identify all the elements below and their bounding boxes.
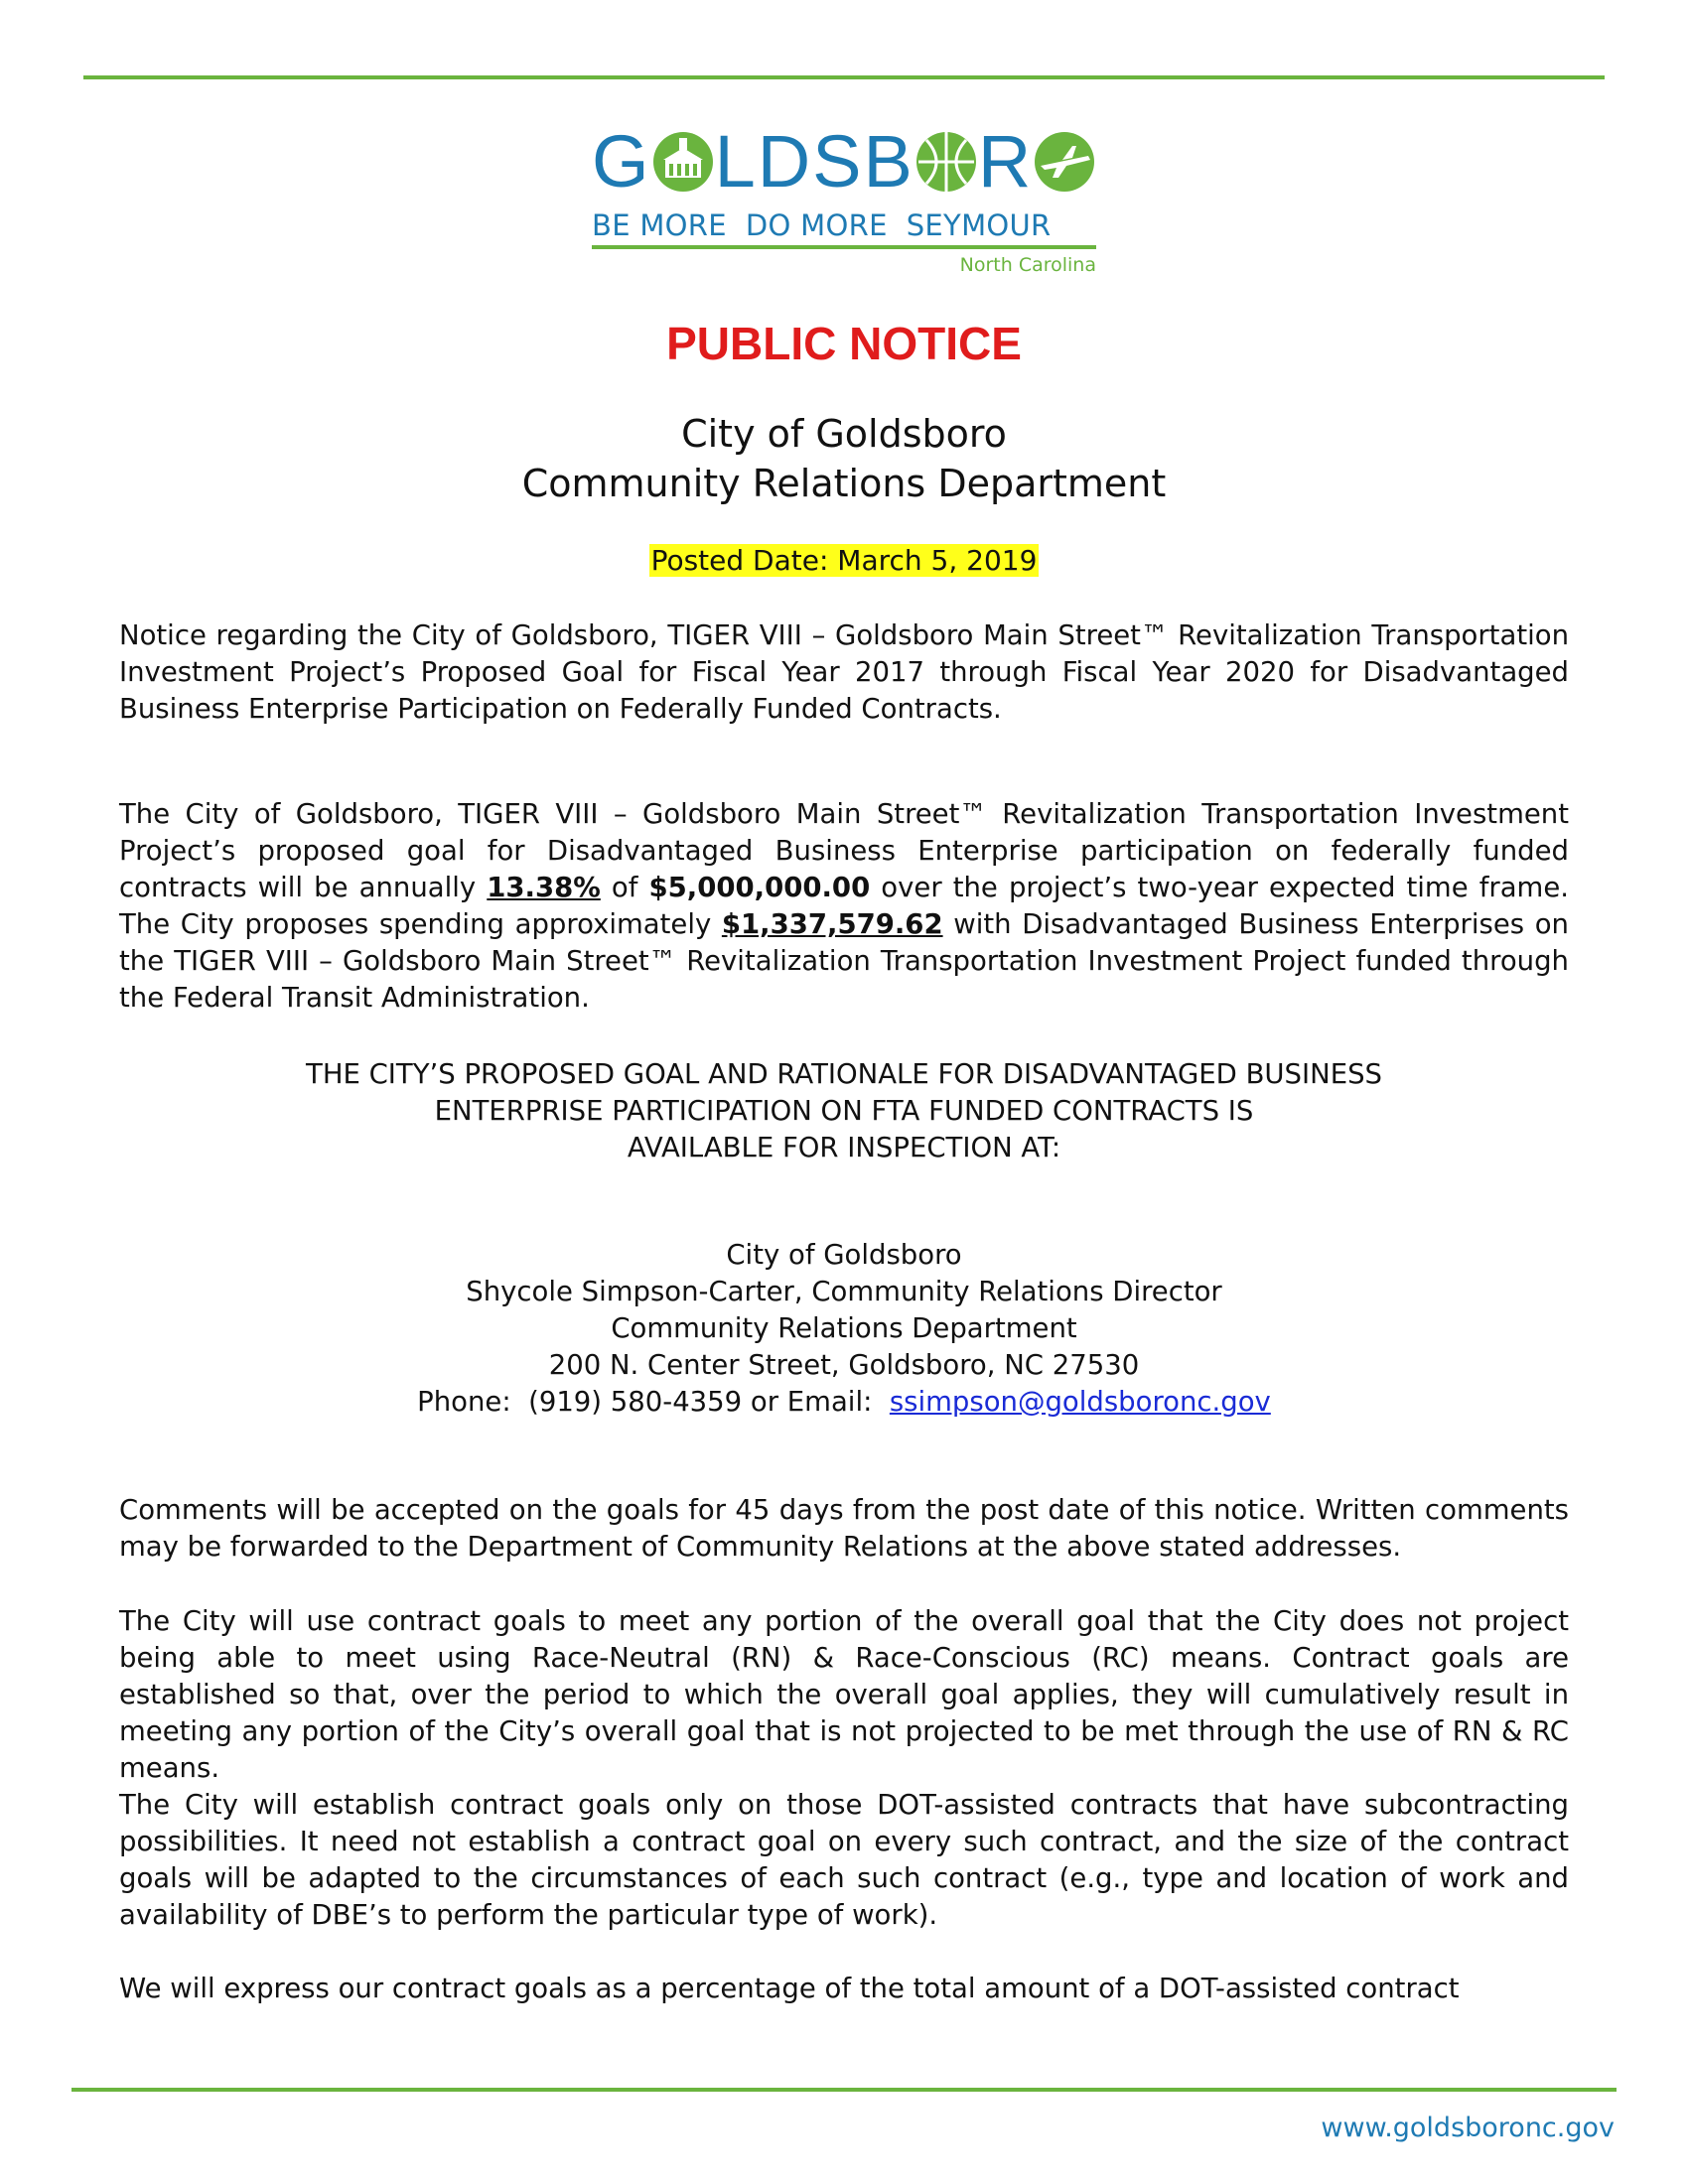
- org-department: Community Relations Department: [521, 462, 1167, 505]
- goal-paragraph: [119, 796, 1569, 1017]
- address-city: City of Goldsboro: [726, 1239, 962, 1271]
- logo-letter-r: R: [977, 120, 1034, 203]
- goal-text-a: The City of Goldsboro, TIGER VIII – Goldsboro Main Street™ Revitalization Transportation Investment Project’s proposed goal for Disadvantaged Business Enterprise participation on federally funded contracts will be annually: [119, 798, 1569, 903]
- org-city: City of Goldsboro: [681, 412, 1007, 456]
- inspection-line-3: AVAILABLE FOR INSPECTION AT:: [627, 1132, 1061, 1163]
- goal-amount: $1,337,579.62: [721, 908, 943, 940]
- intro-paragraph: Notice regarding the City of Goldsboro, TIGER VIII – Goldsboro Main Street™ Revitalization Transportation Investment Project’s Proposed Goal for Fiscal Year 2017 through Fiscal Year 2020 for Disadvantaged Business Enterprise Participation on Federally Funded Contracts.: [119, 619, 1569, 725]
- goal-percent: 13.38%: [487, 872, 601, 903]
- contract-goals-paragraph: The City will use contract goals to meet any portion of the overall goal that the City does not project being able to meet using Race-Neutral (RN) & Race-Conscious (RC) means. Contract goals are established so that, over the period to which the overall goal applies, they will cumulatively result in meeting any portion of the City’s overall goal that is not projected to be met through the use of RN & RC means.: [119, 1605, 1569, 1784]
- goal-text-c: over the project’s two-year expected time frame. The City proposes spending approximately: [119, 872, 1570, 940]
- comments-paragraph: Comments will be accepted on the goals for 45 days from the post date of this notice. Written comments may be forwarded to the Department of Community Relations at the above stated addresses.: [119, 1494, 1569, 1563]
- top-divider: [83, 75, 1605, 79]
- posted-date: Posted Date: March 5, 2019: [650, 544, 1038, 577]
- page-title: PUBLIC NOTICE: [666, 318, 1022, 369]
- goal-text-b: of: [600, 872, 649, 903]
- email-link[interactable]: ssimpson@goldsboronc.gov: [889, 1386, 1271, 1418]
- logo-letters-ldsb: LDSB: [714, 120, 914, 203]
- phone-text: Phone: (919) 580-4359 or Email:: [417, 1386, 890, 1418]
- jet-icon: [1033, 130, 1096, 194]
- inspection-heading: [83, 1056, 1605, 1166]
- logo-underline: [592, 245, 1096, 249]
- logo-tagline: BE MORE DO MORE SEYMOUR: [592, 208, 1052, 242]
- goal-total: $5,000,000.00: [648, 872, 871, 903]
- city-hall-icon: [651, 130, 715, 194]
- logo-state: North Carolina: [959, 254, 1096, 276]
- contact-address: [83, 1237, 1605, 1421]
- logo-wordmark: [592, 120, 1096, 203]
- express-goals-paragraph: We will express our contract goals as a percentage of the total amount of a DOT-assisted contract: [119, 1973, 1460, 2004]
- inspection-line-2: ENTERPRISE PARTICIPATION ON FTA FUNDED CONTRACTS IS: [434, 1095, 1254, 1127]
- basketball-icon: [914, 130, 978, 194]
- address-department: Community Relations Department: [611, 1312, 1077, 1344]
- goal-text-d: with Disadvantaged Business Enterprises on the TIGER VIII – Goldsboro Main Street™ Revitalization Transportation Investment Project funded through the Federal Transit Administration.: [119, 908, 1569, 1014]
- address-street: 200 N. Center Street, Goldsboro, NC 27530: [548, 1349, 1140, 1381]
- address-phone-email: [83, 1384, 1605, 1421]
- logo-letter-g: G: [592, 120, 651, 203]
- bottom-divider: [71, 2088, 1617, 2092]
- posted-date-row: [83, 542, 1605, 580]
- goldsboro-logo: [592, 120, 1096, 284]
- organization-heading: [83, 409, 1605, 508]
- address-contact: Shycole Simpson-Carter, Community Relations Director: [466, 1276, 1222, 1307]
- inspection-line-1: THE CITY’S PROPOSED GOAL AND RATIONALE FOR DISADVANTAGED BUSINESS: [306, 1058, 1382, 1090]
- footer-website-link[interactable]: www.goldsboronc.gov: [1321, 2113, 1615, 2143]
- establish-goals-paragraph: The City will establish contract goals only on those DOT-assisted contracts that have subcontracting possibilities. It need not establish a contract goal on every such contract, and the size of the contract goals will be adapted to the circumstances of each such contract (e.g., type and location of work and availability of DBE’s to perform the particular type of work).: [119, 1789, 1569, 1931]
